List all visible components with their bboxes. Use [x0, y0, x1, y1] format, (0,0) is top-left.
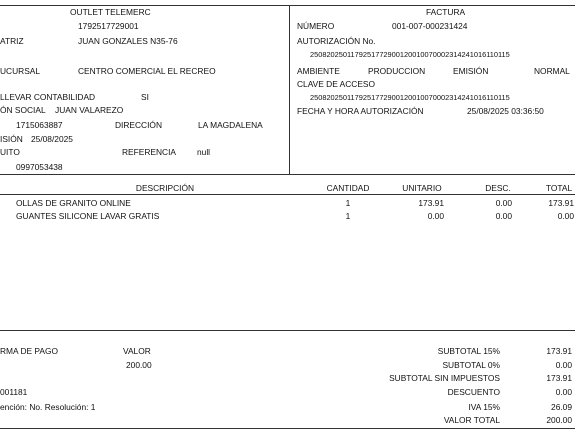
valor-label: VALOR — [123, 346, 151, 356]
row-descripcion: OLLAS DE GRANITO ONLINE — [16, 198, 131, 208]
totals-label: DESCUENTO — [447, 387, 500, 397]
forma-pago-label: RMA DE PAGO — [0, 346, 59, 356]
contabilidad-value: SI — [141, 92, 149, 102]
row-descuento: 0.00 — [495, 198, 512, 208]
autorizacion-label: AUTORIZACIÓN No. — [297, 36, 376, 46]
bottom-border — [0, 428, 575, 429]
totals-label: SUBTOTAL 0% — [442, 360, 500, 370]
header-divider — [289, 5, 290, 174]
numero-label: NÚMERO — [297, 21, 335, 31]
totals-value: 26.09 — [551, 402, 572, 412]
totals-label: VALOR TOTAL — [443, 415, 500, 425]
row-descripcion: GUANTES SILICONE LAVAR GRATIS — [16, 211, 160, 221]
emision-label: EMISIÓN — [453, 66, 489, 76]
customer-id: 1715063887 — [16, 120, 63, 130]
row-cantidad: 1 — [345, 211, 351, 221]
numero-value: 001-007-000231424 — [392, 21, 468, 31]
col-header-descripcion: DESCRIPCIÓN — [135, 183, 195, 193]
direccion-label: DIRECCIÓN — [115, 120, 162, 130]
row-cantidad: 1 — [345, 198, 351, 208]
col-header-total: TOTAL — [545, 183, 573, 193]
row-total: 0.00 — [557, 211, 574, 221]
col-header-cantidad: CANTIDAD — [326, 183, 370, 193]
fecha-autorizacion-value: 25/08/2025 03:36:50 — [467, 106, 544, 116]
row-total: 173.91 — [548, 198, 574, 208]
guia-label: UITO — [0, 147, 20, 157]
referencia-label: REFERENCIA — [122, 147, 176, 157]
row-unitario: 0.00 — [427, 211, 444, 221]
ambiente-label: AMBIENTE — [297, 66, 340, 76]
invoice-title: FACTURA — [426, 7, 466, 17]
emision-value: NORMAL — [534, 66, 570, 76]
totals-value: 200.00 — [546, 415, 572, 425]
payment-extra-2: ención: No. Resolución: 1 — [0, 402, 96, 412]
totals-value: 173.91 — [546, 373, 572, 383]
totals-label: IVA 15% — [468, 402, 500, 412]
valor-value: 200.00 — [126, 360, 152, 370]
row-descuento: 0.00 — [495, 211, 512, 221]
autorizacion-value: 2508202501179251772900120010070002314241016110115 — [310, 50, 510, 59]
col-header-unitario: UNITARIO — [402, 183, 442, 193]
clave-label: CLAVE DE ACCESO — [297, 79, 376, 89]
table-bottom-border — [0, 330, 575, 331]
contabilidad-label: LLEVAR CONTABILIDAD — [0, 92, 96, 102]
matriz-label: ATRIZ — [0, 36, 24, 46]
table-header-bottom-border — [0, 194, 575, 195]
totals-value: 0.00 — [555, 387, 572, 397]
matriz-address: JUAN GONZALES N35-76 — [78, 36, 178, 46]
referencia-value: null — [197, 147, 211, 157]
customer-phone: 0997053438 — [16, 162, 63, 172]
fecha-emision-value: 25/08/2025 — [31, 134, 73, 144]
sucursal-label: UCURSAL — [0, 66, 41, 76]
top-border — [0, 5, 575, 6]
col-header-descuento: DESC. — [485, 183, 511, 193]
razon-social-value: JUAN VALAREZO — [55, 105, 124, 115]
totals-value: 0.00 — [555, 360, 572, 370]
issuer-ruc: 1792517729001 — [78, 21, 139, 31]
clave-value: 2508202501179251772900120010070002314241016110115 — [310, 93, 510, 102]
razon-social-label: ÓN SOCIAL — [0, 105, 46, 115]
fecha-emision-label: ISIÓN — [0, 134, 23, 144]
ambiente-value: PRODUCCION — [368, 66, 426, 76]
issuer-name: OUTLET TELEMERC — [70, 7, 151, 17]
fecha-autorizacion-label: FECHA Y HORA AUTORIZACIÓN — [297, 106, 424, 116]
sucursal-address: CENTRO COMERCIAL EL RECREO — [78, 66, 216, 76]
totals-value: 173.91 — [546, 346, 572, 356]
direccion-value: LA MAGDALENA — [198, 120, 263, 130]
row-unitario: 173.91 — [418, 198, 444, 208]
payment-extra-1: 001181 — [0, 387, 28, 397]
totals-label: SUBTOTAL SIN IMPUESTOS — [389, 373, 500, 383]
header-bottom-border — [0, 174, 575, 175]
totals-label: SUBTOTAL 15% — [437, 346, 500, 356]
